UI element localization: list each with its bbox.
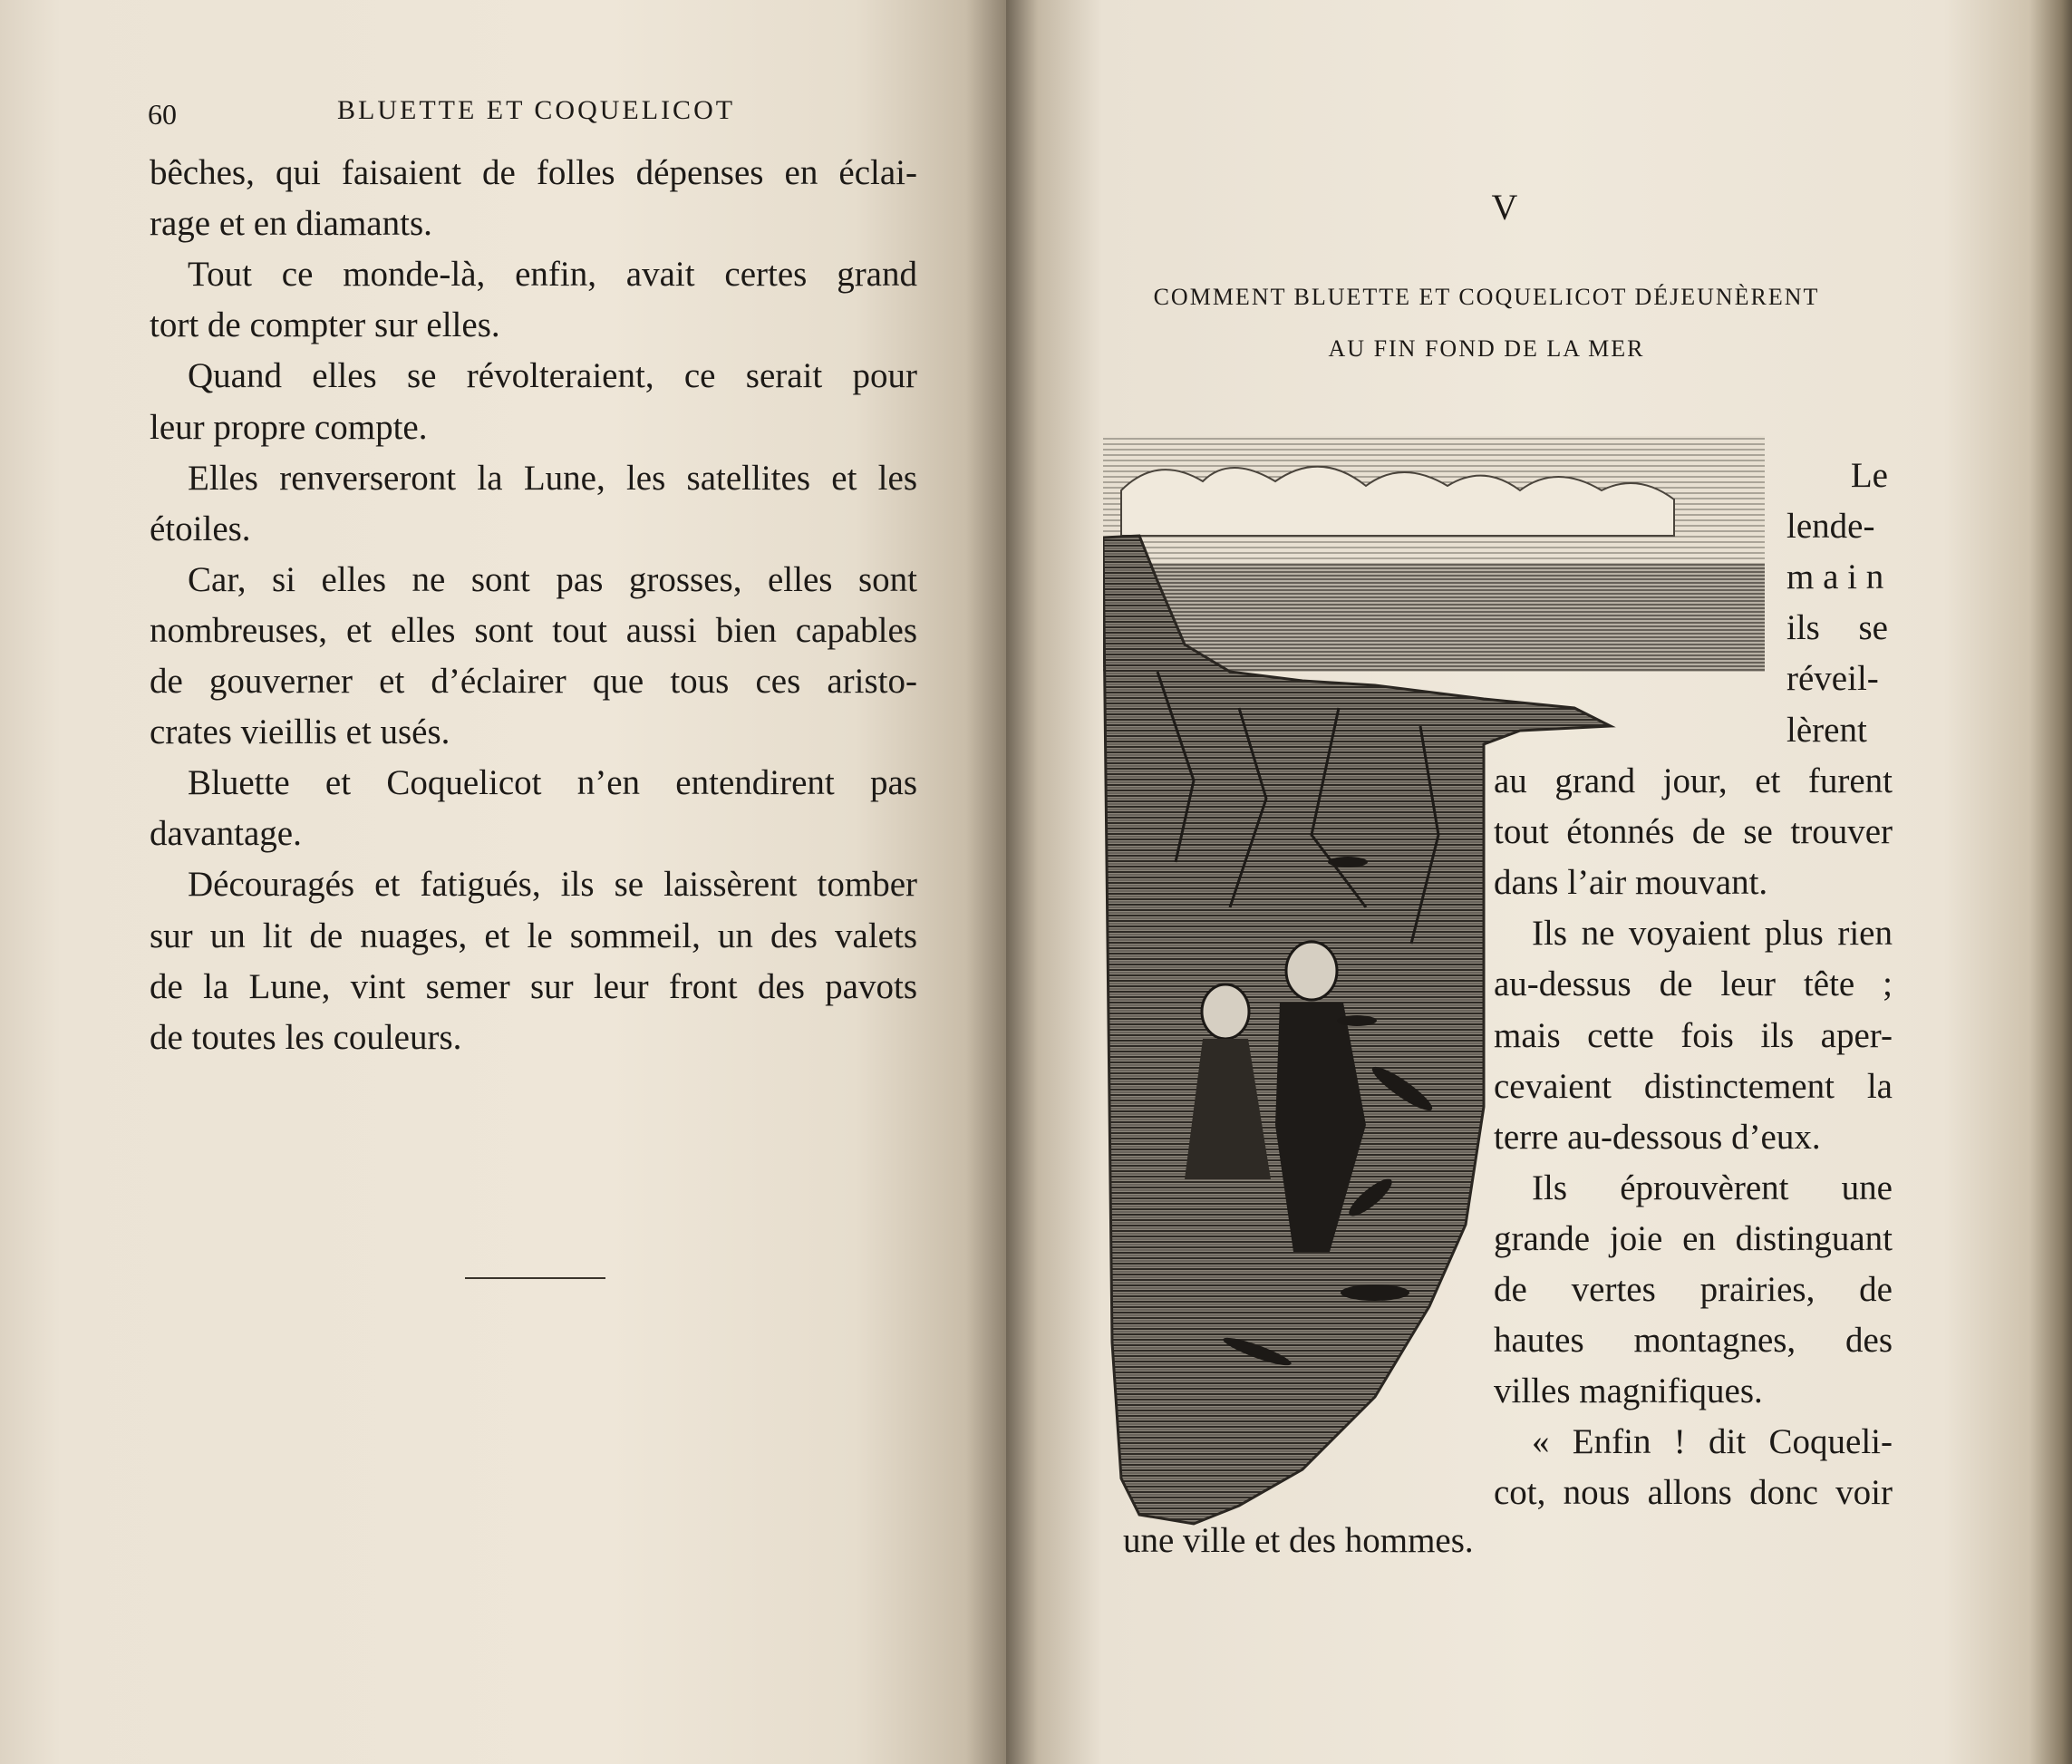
text-line: au-dessus de leur tête ; — [1494, 964, 1893, 1004]
text-line: davantage. — [150, 814, 302, 854]
text-line: lende- — [1786, 507, 1875, 547]
text-line: Le — [1850, 456, 1888, 495]
text-line: de la Lune, vint semer sur leur front des pavots — [150, 966, 917, 1006]
left-page — [0, 0, 1006, 1764]
text-line: au grand jour, et furent — [1494, 761, 1893, 800]
chapter-title-line-1: COMMENT BLUETTE ET COQUELICOT DÉJEUNÈRENT — [1153, 284, 1820, 310]
text-line: hautes montagnes, des — [1494, 1321, 1893, 1361]
text-line: Quand elles se révolteraient, ce serait pour — [188, 356, 917, 396]
text-line: Bluette et Coquelicot n’en entendirent pas — [188, 763, 917, 803]
text-line: m a i n — [1786, 557, 1884, 597]
chapter-title-line-2: AU FIN FOND DE LA MER — [1328, 335, 1645, 362]
text-line: sur un lit de nuages, et le sommeil, un des valets — [150, 916, 917, 955]
text-line: nombreuses, et elles sont tout aussi bien capables — [150, 610, 917, 650]
final-line: une ville et des hommes. — [1123, 1521, 1474, 1560]
text-line: Tout ce monde-là, enfin, avait certes grand — [188, 255, 917, 295]
chapter-number: V — [1491, 187, 1518, 228]
text-line: Ils ne voyaient plus rien — [1532, 914, 1893, 954]
text-line: terre au-dessous d’eux. — [1494, 1117, 1821, 1157]
text-line: de gouverner et d’éclairer que tous ces aristo- — [150, 662, 917, 701]
text-line: Ils éprouvèrent une — [1532, 1168, 1893, 1207]
text-line: ils se — [1786, 608, 1888, 648]
text-line: réveil- — [1786, 659, 1879, 699]
text-line: de toutes les couleurs. — [150, 1017, 462, 1057]
text-line: Elles renverseront la Lune, les satellites et les — [188, 458, 917, 498]
text-line: bêches, qui faisaient de folles dépenses en éclai- — [150, 153, 917, 192]
text-line: lèrent — [1786, 710, 1867, 750]
text-line: dans l’air mouvant. — [1494, 863, 1768, 903]
running-head: BLUETTE ET COQUELICOT — [337, 95, 736, 125]
page-number: 60 — [148, 98, 177, 131]
text-line: tout étonnés de se trouver — [1494, 812, 1893, 852]
text-line: leur propre compte. — [150, 407, 428, 447]
text-line: tort de compter sur elles. — [150, 305, 500, 345]
text-line: cot, nous allons donc voir — [1494, 1473, 1893, 1513]
text-line: mais cette fois ils aper- — [1494, 1015, 1893, 1055]
text-line: étoiles. — [150, 509, 251, 548]
section-end-rule — [465, 1277, 605, 1279]
text-line: cevaient distinctement la — [1494, 1066, 1893, 1106]
text-line: Car, si elles ne sont pas grosses, elles sont — [188, 559, 917, 599]
text-line: de vertes prairies, de — [1494, 1270, 1893, 1309]
text-line: « Enfin ! dit Coqueli- — [1532, 1422, 1893, 1462]
text-line: rage et en diamants. — [150, 204, 432, 244]
text-line: grande joie en distinguant — [1494, 1218, 1893, 1258]
text-line: villes magnifiques. — [1494, 1371, 1763, 1411]
text-line: Découragés et fatigués, ils se laissèrent tomber — [188, 865, 917, 905]
text-line: crates vieillis et usés. — [150, 712, 450, 752]
